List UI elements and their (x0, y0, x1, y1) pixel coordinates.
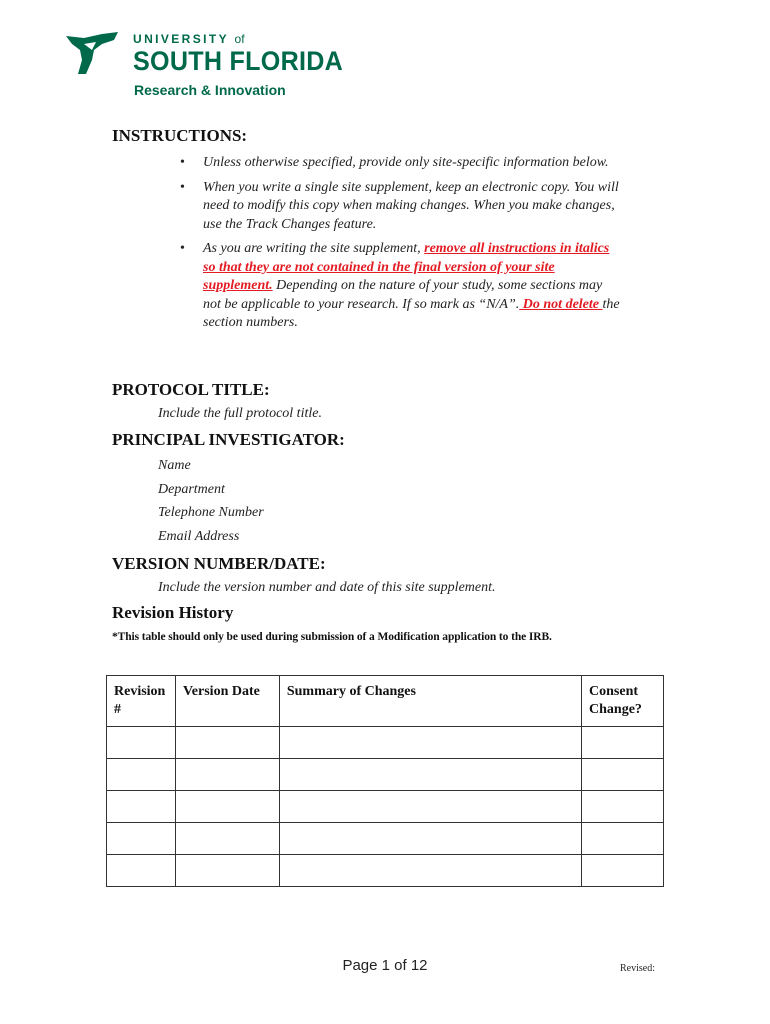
table-cell[interactable] (279, 791, 581, 823)
protocol-title-heading: PROTOCOL TITLE: (112, 380, 270, 399)
table-row (107, 727, 664, 759)
instructions-list (172, 154, 622, 339)
principal-investigator-heading: PRINCIPAL INVESTIGATOR: (112, 430, 345, 449)
table-cell[interactable] (279, 823, 581, 855)
version-heading: VERSION NUMBER/DATE: (112, 554, 326, 573)
logo-unit-text: Research & Innovation (134, 82, 286, 98)
table-cell[interactable] (279, 727, 581, 759)
page-number: Page 1 of 12 (342, 957, 428, 974)
column-header-summary: Summary of Changes (279, 676, 581, 727)
table-cell[interactable] (175, 727, 279, 759)
table-cell[interactable] (279, 855, 581, 887)
table-cell[interactable] (582, 823, 664, 855)
column-header-consent-change: Consent Change? (582, 676, 664, 727)
revision-history-heading: Revision History (112, 603, 234, 622)
list-item: • Unless otherwise specified, provide only site-specific information below. (172, 154, 622, 173)
table-cell[interactable] (175, 759, 279, 791)
protocol-title-instruction: Include the full protocol title. (158, 406, 322, 421)
table-cell[interactable] (582, 759, 664, 791)
table-cell[interactable] (107, 855, 176, 887)
logo-south-florida-text: SOUTH FLORIDA (133, 46, 344, 76)
table-row (107, 855, 664, 887)
do-not-delete-warning: Do not delete (519, 296, 603, 312)
table-cell[interactable] (107, 791, 176, 823)
pi-department-field[interactable]: Department (158, 482, 225, 497)
table-cell[interactable] (107, 759, 176, 791)
table-cell[interactable] (175, 823, 279, 855)
bullet-icon: • (180, 241, 185, 256)
revision-history-table (106, 675, 664, 887)
list-item: • As you are writing the site supplement, remove all instructions in italics so that they are not contained in the final version of your site supplement. Depending on the nature of your study, some sections may not be applicable to your research. If so mark as “N/A”. Do not delete the section numbers. (180, 241, 620, 330)
table-header-row (107, 676, 664, 727)
list-item: • When you write a single site supplement, keep an electronic copy. You will need to modify this copy when making changes. When you make changes, use the Track Changes feature. (180, 179, 619, 232)
table-cell[interactable] (582, 855, 664, 887)
pi-name-field[interactable]: Name (158, 458, 191, 473)
table-cell[interactable] (582, 727, 664, 759)
version-instruction: Include the version number and date of this site supplement. (158, 580, 496, 595)
table-cell[interactable] (175, 855, 279, 887)
table-cell[interactable] (175, 791, 279, 823)
revision-history-note: *This table should only be used during submission of a Modification application to the IRB. (112, 631, 552, 643)
revised-label: Revised: (620, 963, 655, 974)
logo-university-text: UNIVERSITY of (133, 32, 245, 46)
table-row (107, 791, 664, 823)
pi-telephone-field[interactable]: Telephone Number (158, 505, 264, 520)
table-row (107, 823, 664, 855)
table-cell[interactable] (107, 727, 176, 759)
table-cell[interactable] (279, 759, 581, 791)
table-cell[interactable] (582, 791, 664, 823)
bull-horns-logo-icon (62, 30, 122, 76)
instructions-heading: INSTRUCTIONS: (112, 126, 248, 145)
column-header-revision: Revision # (107, 676, 176, 727)
pi-email-field[interactable]: Email Address (158, 529, 240, 544)
usf-logo (62, 28, 342, 103)
bullet-icon: • (180, 179, 185, 195)
bullet-icon: • (180, 155, 185, 170)
column-header-version-date: Version Date (175, 676, 279, 727)
table-row (107, 759, 664, 791)
table-cell[interactable] (107, 823, 176, 855)
remove-instructions-warning: remove all instructions in italics so that they are not contained in the final version of your site supplement. (203, 241, 610, 293)
